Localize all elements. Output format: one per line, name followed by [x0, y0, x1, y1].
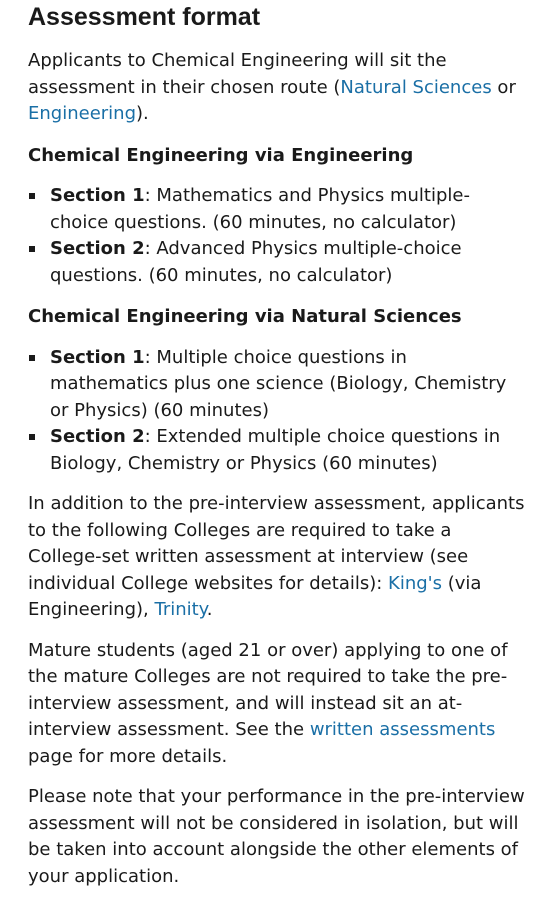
colleges-paragraph — [28, 491, 528, 624]
kings-link[interactable]: King's — [388, 572, 443, 594]
bullet-icon — [29, 434, 35, 440]
page-content — [0, 2, 550, 890]
section-heading: Assessment format — [28, 3, 261, 31]
section-label: Section 2 — [50, 238, 145, 259]
list-item — [28, 424, 528, 477]
section-label: Section 1 — [50, 346, 145, 368]
natsci-section-list — [28, 345, 528, 478]
engineering-link[interactable]: Engineering — [28, 103, 136, 124]
engineering-section-list — [28, 183, 528, 289]
section-description: : Advanced Physics multiple-choice questions. (60 minutes, no calculator) — [50, 238, 462, 286]
mature-paragraph — [28, 638, 528, 771]
bullet-icon — [29, 193, 35, 199]
engineering-route-title: Chemical Engineering via Engineering — [28, 144, 414, 166]
intro-text-3: ). — [136, 103, 149, 124]
section-label: Section 1 — [50, 185, 145, 206]
section-description: : Extended multiple choice questions in Biology, Chemistry or Physics (60 minutes) — [50, 426, 501, 474]
list-item — [28, 236, 528, 289]
section-description: : Multiple choice questions in mathematics plus one science (Biology, Chemistry or Physics) (60 minutes) — [50, 346, 507, 421]
note-paragraph: Please note that your performance in the pre-interview assessment will not be considered in isolation, but will be taken into account alongside the other elements of your application. — [28, 786, 525, 887]
intro-text-2: or — [491, 76, 516, 98]
written-assessments-link[interactable]: written assessments — [309, 719, 496, 740]
natsci-route-title: Chemical Engineering via Natural Sciences — [28, 306, 462, 327]
colleges-text-3: . — [206, 599, 213, 620]
mature-text-1: Mature students (aged 21 or over) applying to one of the mature Colleges are not required to take the pre-interview assessment, and will instead sit an at-interview assessment. See the — [28, 639, 508, 740]
bullet-icon — [29, 246, 35, 252]
list-item — [28, 183, 528, 236]
natural-sciences-link[interactable]: Natural Sciences — [340, 76, 492, 98]
section-label: Section 2 — [50, 426, 145, 447]
mature-text-2: page for more details. — [28, 745, 228, 767]
intro-text-1: Applicants to Chemical Engineering will sit the assessment in their chosen route ( — [28, 50, 447, 98]
intro-paragraph — [28, 48, 528, 128]
section-description: : Mathematics and Physics multiple-choice questions. (60 minutes, no calculator) — [50, 185, 470, 233]
colleges-text-2: (via Engineering), — [28, 572, 482, 620]
bullet-icon — [29, 355, 35, 361]
colleges-text-1: In addition to the pre-interview assessment, applicants to the following Colleges are required to take a College-set written assessment at interview (see individual College websites for details): — [28, 493, 525, 594]
trinity-link[interactable]: Trinity — [154, 599, 207, 620]
list-item — [28, 345, 528, 425]
